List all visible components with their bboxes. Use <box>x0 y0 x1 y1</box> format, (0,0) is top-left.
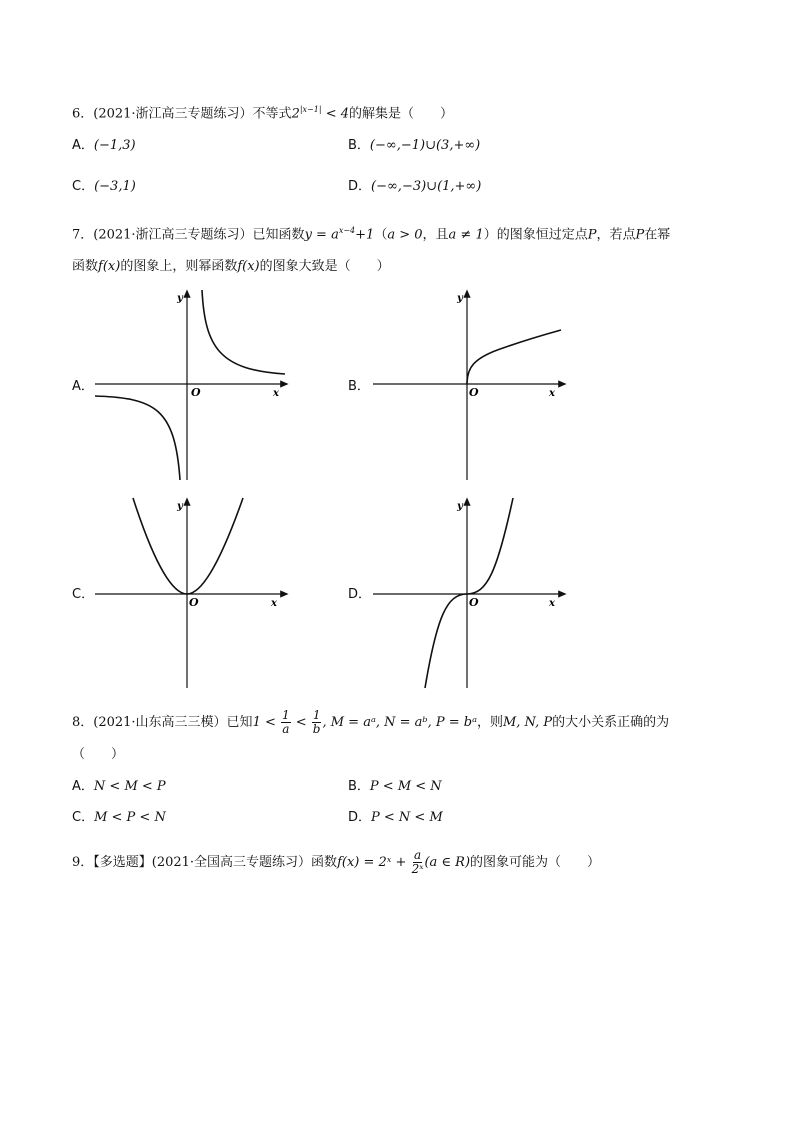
q8-frac-1-den: a <box>282 722 290 736</box>
q8-frac-1-num: 1 <box>282 708 290 722</box>
q6-cond: < 4 <box>325 106 349 122</box>
curve <box>467 330 561 384</box>
q8-lt: < <box>295 715 307 730</box>
x-label: x <box>549 598 555 609</box>
q7-point-p2: P <box>635 227 645 243</box>
origin-label: O <box>469 596 479 609</box>
q7-line2-a: 函数 <box>72 259 99 274</box>
y-label: y <box>457 293 463 304</box>
q8-option-c <box>72 809 166 827</box>
q8-option-b <box>348 778 442 796</box>
x-label: x <box>549 388 555 399</box>
q6-stem <box>72 101 453 123</box>
q9-func: f(x) = 2ˣ + <box>337 855 407 870</box>
q6-option-d-text: (−∞,−3)∪(1,+∞) <box>371 179 482 194</box>
q7-line2-c: 的图象大致是（ ） <box>259 259 390 274</box>
q9-frac <box>412 849 424 876</box>
q7-func: y = a <box>304 227 339 243</box>
q8-option-d-label: D． <box>348 810 372 825</box>
q9-tail: 的图象可能为（ ） <box>470 855 601 870</box>
q6-option-b <box>348 137 480 155</box>
q8-paren: （ ） <box>72 747 125 762</box>
q6-option-d-label: D． <box>348 179 372 194</box>
q8-stem-text: 8．(2021·山东高三三模）已知 <box>72 715 253 730</box>
q7-stem-line2 <box>72 258 390 276</box>
q7-graph-c <box>95 496 290 691</box>
q7-fx2: f(x) <box>237 259 260 274</box>
q8-option-c-text: M < P < N <box>94 810 166 825</box>
q6-option-b-text: (−∞,−1)∪(3,+∞) <box>369 138 481 153</box>
q9-frac-den: 2ˣ <box>411 862 424 876</box>
q7-cond-open: （ <box>374 227 388 243</box>
q8-option-d <box>348 809 443 827</box>
q7-graph-a-label: A． <box>72 379 94 394</box>
x-label: x <box>273 388 279 399</box>
q7-cond-b: a ≠ 1 <box>448 227 484 243</box>
q8-option-c-label: C． <box>72 810 95 825</box>
curve <box>133 498 243 594</box>
q8-option-a <box>72 778 166 796</box>
q7-stem-c: ，若点 <box>596 227 636 243</box>
q9-cond: (a ∈ R) <box>424 855 471 870</box>
q7-func-tail: +1 <box>355 227 375 243</box>
q8-mnp: M, N, P <box>502 715 553 730</box>
y-label: y <box>177 293 183 304</box>
q6-option-a <box>72 137 136 155</box>
q6-option-c <box>72 178 136 196</box>
q7-stem-line1 <box>72 222 670 244</box>
q6-option-a-label: A． <box>72 138 94 153</box>
q8-frac-2-den: b <box>312 722 321 736</box>
q6-base: 2 <box>291 106 300 122</box>
q7-graph-b <box>373 288 568 483</box>
q7-graph-c-label: C． <box>72 587 95 602</box>
q8-option-d-text: P < N < M <box>371 810 443 825</box>
curve-left <box>95 396 180 480</box>
q8-defs: , M = aᵃ, N = aᵇ, P = bᵃ <box>322 715 477 730</box>
q9-frac-num: a <box>413 848 422 862</box>
q6-option-c-text: (−3,1) <box>94 179 136 194</box>
q6-option-c-label: C． <box>72 179 95 194</box>
q8-stem <box>72 708 669 738</box>
q9-stem <box>72 848 600 878</box>
q8-tail: ，则 <box>476 715 503 730</box>
q7-graph-b-label: B． <box>348 379 370 394</box>
q7-fx1: f(x) <box>98 259 121 274</box>
curve <box>425 498 513 688</box>
q7-graph-d <box>373 496 568 691</box>
q6-option-a-text: (−1,3) <box>93 138 136 153</box>
q9-stem-text: 9．【多选题】(2021·全国高三专题练习）函数 <box>72 855 338 870</box>
origin-label: O <box>191 386 201 399</box>
x-label: x <box>271 598 277 609</box>
q8-option-b-label: B． <box>348 779 370 794</box>
q8-option-b-text: P < M < N <box>369 779 442 794</box>
origin-label: O <box>189 596 199 609</box>
q7-stem-d: 在幂 <box>644 227 671 243</box>
q7-cond-mid: ，且 <box>422 227 449 243</box>
q7-stem-a: 7．(2021·浙江高三专题练习）已知函数 <box>72 227 305 243</box>
q7-point-p1: P <box>587 227 597 243</box>
q6-option-b-label: B． <box>348 138 370 153</box>
q8-frac-1 <box>281 709 291 736</box>
q6-tail: 的解集是（ ） <box>348 106 453 122</box>
curve-right <box>202 290 285 374</box>
y-label: y <box>457 501 463 512</box>
q8-option-a-text: N < M < P <box>93 779 166 794</box>
q6-stem-text: 6．(2021·浙江高三专题练习）不等式 <box>72 106 292 122</box>
q7-graph-d-label: D． <box>348 587 372 602</box>
q8-frac-2 <box>312 709 322 736</box>
q6-option-d <box>348 178 481 196</box>
q8-option-a-label: A． <box>72 779 94 794</box>
q8-one: 1 < <box>252 715 276 730</box>
q6-exp: |x−1| <box>299 105 322 114</box>
q8-tail2: 的大小关系正确的为 <box>552 715 670 730</box>
q7-cond-a: a > 0 <box>387 227 423 243</box>
q7-func-exp: x−4 <box>338 226 356 235</box>
q7-graph-a <box>95 288 290 483</box>
q7-stem-b: ）的图象恒过定点 <box>483 227 588 243</box>
q8-frac-2-num: 1 <box>312 708 321 722</box>
q7-line2-b: 的图象上，则幂函数 <box>120 259 238 274</box>
y-label: y <box>177 501 183 512</box>
origin-label: O <box>469 386 479 399</box>
